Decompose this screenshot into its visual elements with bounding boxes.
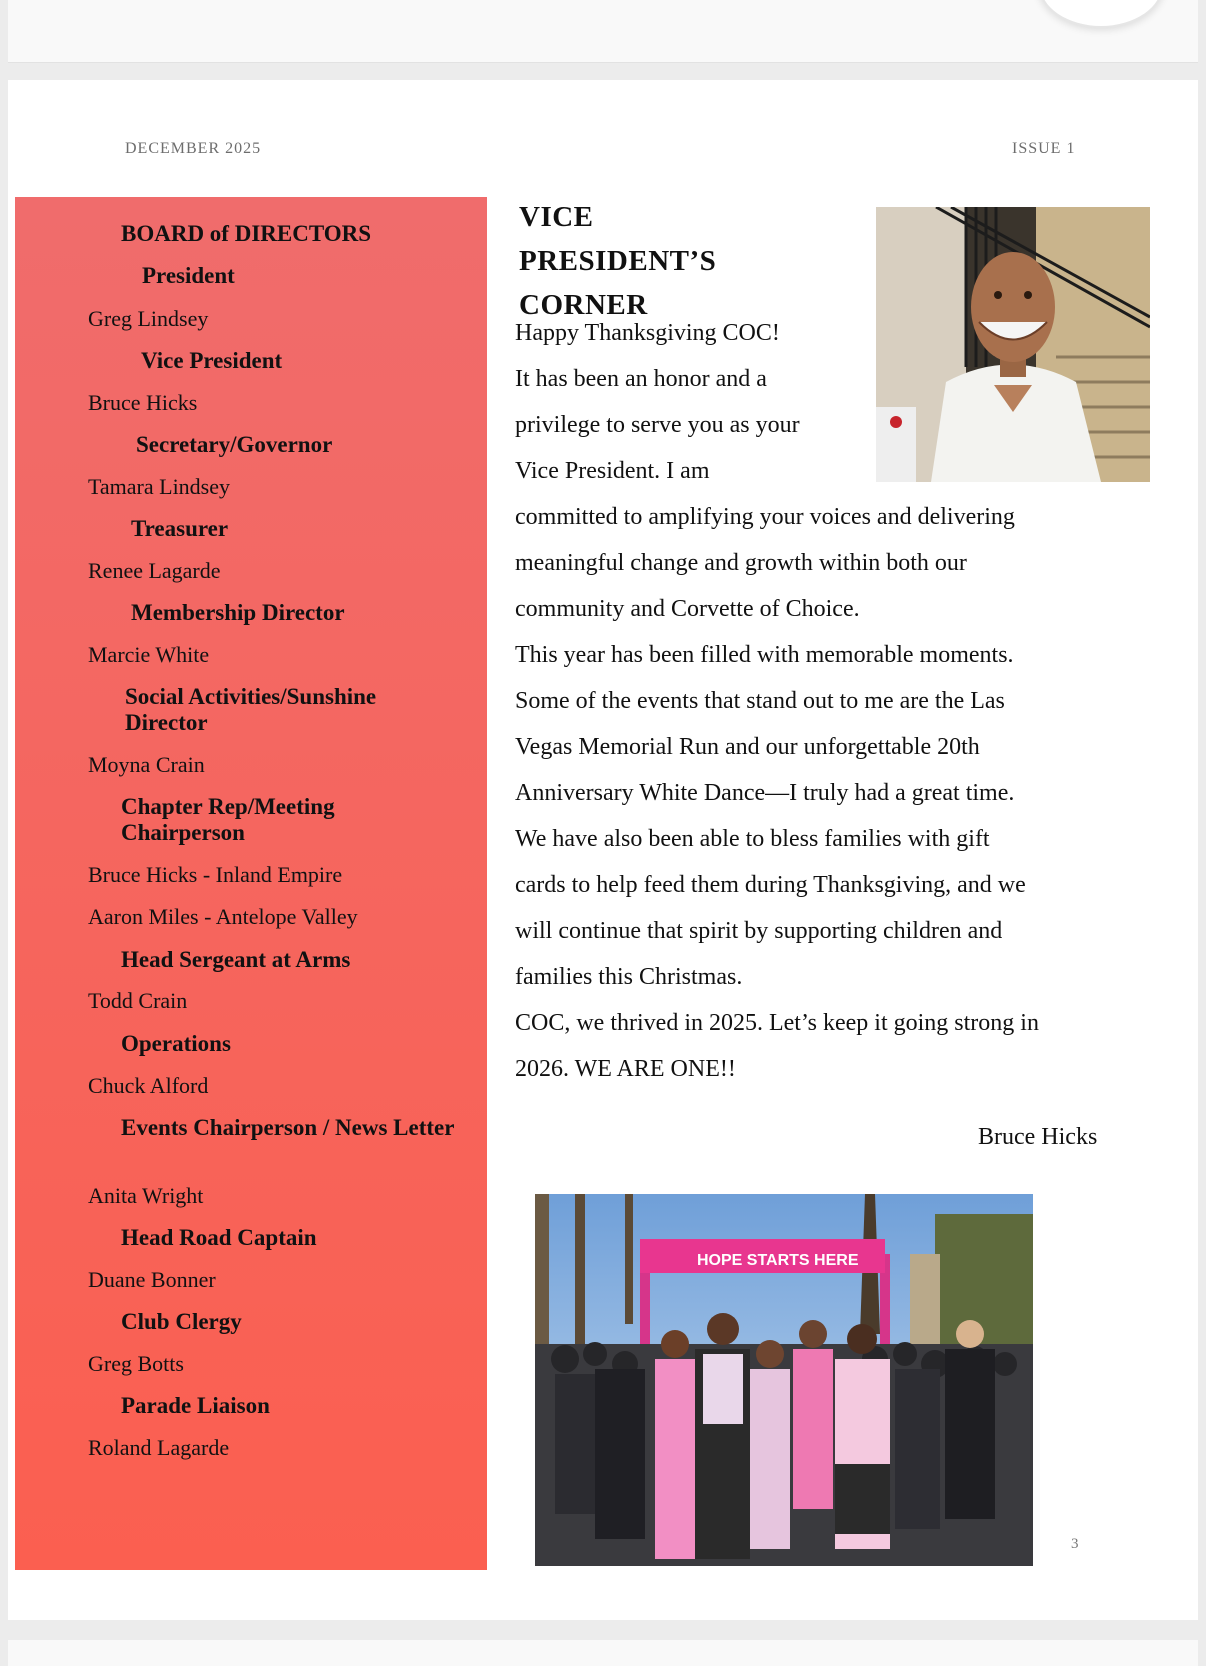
article-line: This year has been filled with memorable moments. xyxy=(515,642,1014,668)
board-of-directors-panel xyxy=(15,197,487,1570)
position-title: Head Sergeant at Arms xyxy=(121,947,351,972)
member-name: Greg Botts xyxy=(88,1351,184,1376)
position-title: Events Chairperson / News Letter xyxy=(121,1115,455,1140)
member-name: Todd Crain xyxy=(88,988,188,1013)
member-name: Roland Lagarde xyxy=(88,1435,230,1460)
article-line: Anniversary White Dance—I truly had a great time. xyxy=(515,780,1015,806)
position-title: Operations xyxy=(121,1031,231,1056)
page-number: 3 xyxy=(1071,1536,1079,1552)
article-line: committed to amplifying your voices and delivering xyxy=(515,504,1015,530)
issue-date: DECEMBER 2025 xyxy=(125,140,262,157)
article-line: privilege to serve you as your xyxy=(515,412,800,438)
member-name: Renee Lagarde xyxy=(88,558,221,583)
article-line: meaningful change and growth within both our xyxy=(515,550,967,576)
position-title: Parade Liaison xyxy=(121,1393,270,1418)
article-line: 2026. WE ARE ONE!! xyxy=(515,1056,736,1082)
article-line: Some of the events that stand out to me are the Las xyxy=(515,688,1005,714)
position-title: Chapter Rep/Meeting Chairperson xyxy=(121,794,335,845)
member-name: Bruce Hicks - Inland Empire xyxy=(88,862,343,887)
member-name: Marcie White xyxy=(88,642,210,667)
article-line: Happy Thanksgiving COC! xyxy=(515,320,780,346)
member-name: Duane Bonner xyxy=(88,1267,216,1292)
article-line: community and Corvette of Choice. xyxy=(515,596,860,622)
newsletter-page xyxy=(8,80,1198,1620)
member-name: Aaron Miles - Antelope Valley xyxy=(88,904,358,929)
position-title: President xyxy=(142,263,235,288)
charity-walk-photo xyxy=(535,1194,1033,1566)
previous-page-edge xyxy=(8,0,1198,63)
article-line: cards to help feed them during Thanksgiving, and we xyxy=(515,872,1026,898)
article-line: It has been an honor and a xyxy=(515,366,767,392)
member-name: Greg Lindsey xyxy=(88,306,209,331)
member-name: Bruce Hicks xyxy=(88,390,198,415)
article-line: COC, we thrived in 2025. Let’s keep it going strong in xyxy=(515,1010,1039,1036)
article-line: We have also been able to bless families with gift xyxy=(515,826,990,852)
article-line: families this Christmas. xyxy=(515,964,743,990)
vice-president-portrait xyxy=(876,207,1150,482)
member-name: Anita Wright xyxy=(88,1183,204,1208)
position-title: Club Clergy xyxy=(121,1309,242,1334)
article-signature: Bruce Hicks xyxy=(978,1124,1098,1150)
position-title: Vice President xyxy=(141,348,283,373)
position-title: Social Activities/Sunshine Director xyxy=(125,684,377,735)
heading-line: VICE xyxy=(519,201,594,233)
member-name: Chuck Alford xyxy=(88,1073,209,1098)
article-heading xyxy=(519,195,716,327)
article-line: Vegas Memorial Run and our unforgettable 20th xyxy=(515,734,980,760)
member-name: Tamara Lindsey xyxy=(88,474,231,499)
board-title: BOARD of DIRECTORS xyxy=(121,221,372,246)
position-title: Secretary/Governor xyxy=(136,432,333,457)
next-page-edge xyxy=(8,1640,1198,1666)
issue-number: ISSUE 1 xyxy=(1012,140,1076,157)
member-name: Moyna Crain xyxy=(88,752,205,777)
floating-page-button[interactable] xyxy=(1038,0,1164,28)
banner-text: HOPE STARTS HERE xyxy=(697,1252,859,1269)
position-title: Membership Director xyxy=(131,600,345,625)
article-line: will continue that spirit by supporting children and xyxy=(515,918,1003,944)
heading-line: CORNER xyxy=(519,289,648,321)
position-title: Head Road Captain xyxy=(121,1225,317,1250)
article-line: Vice President. I am xyxy=(515,458,710,484)
position-title: Treasurer xyxy=(131,516,229,541)
heading-line: PRESIDENT’S xyxy=(519,245,717,277)
